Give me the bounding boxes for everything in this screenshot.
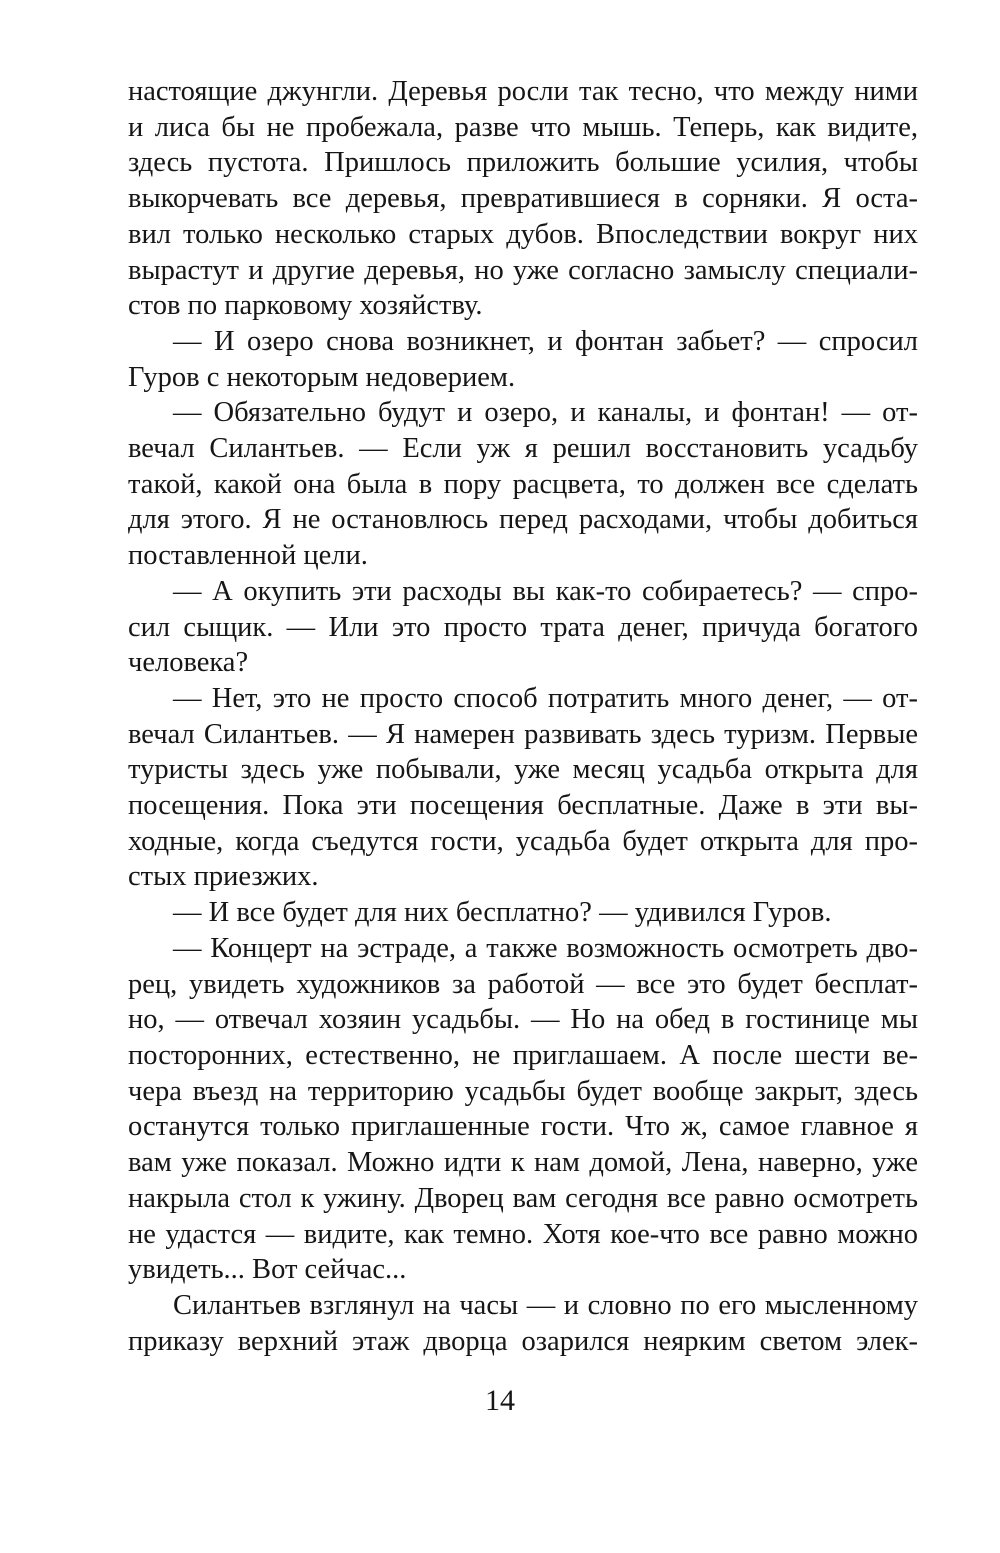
- text-line: и лиса бы не пробежала, разве что мышь. Теперь, как видите,: [128, 111, 918, 143]
- text-line: вил только несколько старых дубов. Впоследствии вокруг них: [128, 218, 918, 250]
- text-line: приказу верхний этаж дворца озарился неярким светом элек-: [128, 1325, 918, 1357]
- paragraph-5: [128, 681, 918, 895]
- text-line: настоящие джунгли. Деревья росли так тесно, что между ними: [128, 76, 918, 107]
- text-line: накрыла стол к ужину. Дворец вам сегодня все равно осмотреть: [128, 1182, 918, 1214]
- text-line: — Нет, это не просто способ потратить много денег, — от-: [173, 682, 918, 714]
- text-line: — Обязательно будут и озеро, и каналы, и фонтан! — от-: [173, 397, 918, 429]
- text-line: вечал Силантьев. — Я намерен развивать здесь туризм. Первые: [128, 718, 918, 750]
- text-line: — А окупить эти расходы вы как-то собираетесь? — спро-: [173, 575, 918, 607]
- text-line: сил сыщик. — Или это просто трата денег, причуда богатого: [128, 611, 918, 643]
- text-line: — И все будет для них бесплатно? — удивился Гуров.: [173, 897, 832, 929]
- text-line: здесь пустота. Пришлось приложить большие усилия, чтобы: [128, 147, 918, 179]
- page-number: 14: [485, 1384, 515, 1417]
- paragraph-1: [128, 74, 918, 324]
- text-line: не удастся — видите, как темно. Хотя кое-что все равно можно: [128, 1218, 918, 1250]
- text-line: туристы здесь уже побывали, уже месяц усадьба открыта для: [128, 754, 918, 786]
- paragraph-6: [128, 895, 918, 931]
- text-line: — Концерт на эстраде, а также возможность осмотреть дво-: [173, 932, 918, 964]
- text-line: но, — отвечал хозяин усадьбы. — Но на обед в гостинице мы: [128, 1004, 918, 1036]
- text-line: посторонних, естественно, не приглашаем. А после шести ве-: [128, 1039, 918, 1071]
- text-line: ходные, когда съедутся гости, усадьба будет открыта для про-: [128, 825, 918, 857]
- paragraph-3: [128, 395, 918, 574]
- text-line: — И озеро снова возникнет, и фонтан забьет? — спросил: [173, 325, 918, 357]
- text-line: чера въезд на территорию усадьбы будет вообще закрыт, здесь: [128, 1075, 918, 1107]
- text-line: для этого. Я не остановлюсь перед расходами, чтобы добиться: [128, 504, 918, 536]
- text-line: вырастут и другие деревья, но уже согласно замыслу специали-: [128, 254, 918, 286]
- text-line: вам уже показал. Можно идти к нам домой, Лена, наверно, уже: [128, 1147, 918, 1179]
- page-body: [128, 74, 918, 1359]
- text-line: выкорчевать все деревья, превратившиеся в сорняки. Я оста-: [128, 183, 918, 215]
- text-line: рец, увидеть художников за работой — все это будет бесплат-: [128, 968, 918, 1000]
- text-line: увидеть... Вот сейчас...: [128, 1254, 407, 1286]
- paragraph-2: [128, 324, 918, 395]
- text-line: стов по парковому хозяйству.: [128, 290, 483, 322]
- text-line: Силантьев взглянул на часы — и словно по его мысленному: [173, 1289, 918, 1321]
- text-line: останутся только приглашенные гости. Что ж, самое главное я: [128, 1111, 918, 1143]
- text-line: посещения. Пока эти посещения бесплатные. Даже в эти вы-: [128, 790, 918, 822]
- paragraph-8: [128, 1288, 918, 1359]
- text-line: Гуров с некоторым недоверием.: [128, 361, 516, 393]
- text-line: вечал Силантьев. — Если уж я решил восстановить усадьбу: [128, 433, 918, 465]
- text-line: человека?: [128, 647, 249, 679]
- text-line: такой, какой она была в пору расцвета, то должен все сделать: [128, 468, 918, 500]
- paragraph-7: [128, 931, 918, 1288]
- text-line: стых приезжих.: [128, 861, 319, 893]
- paragraph-4: [128, 574, 918, 681]
- text-line: поставленной цели.: [128, 540, 368, 572]
